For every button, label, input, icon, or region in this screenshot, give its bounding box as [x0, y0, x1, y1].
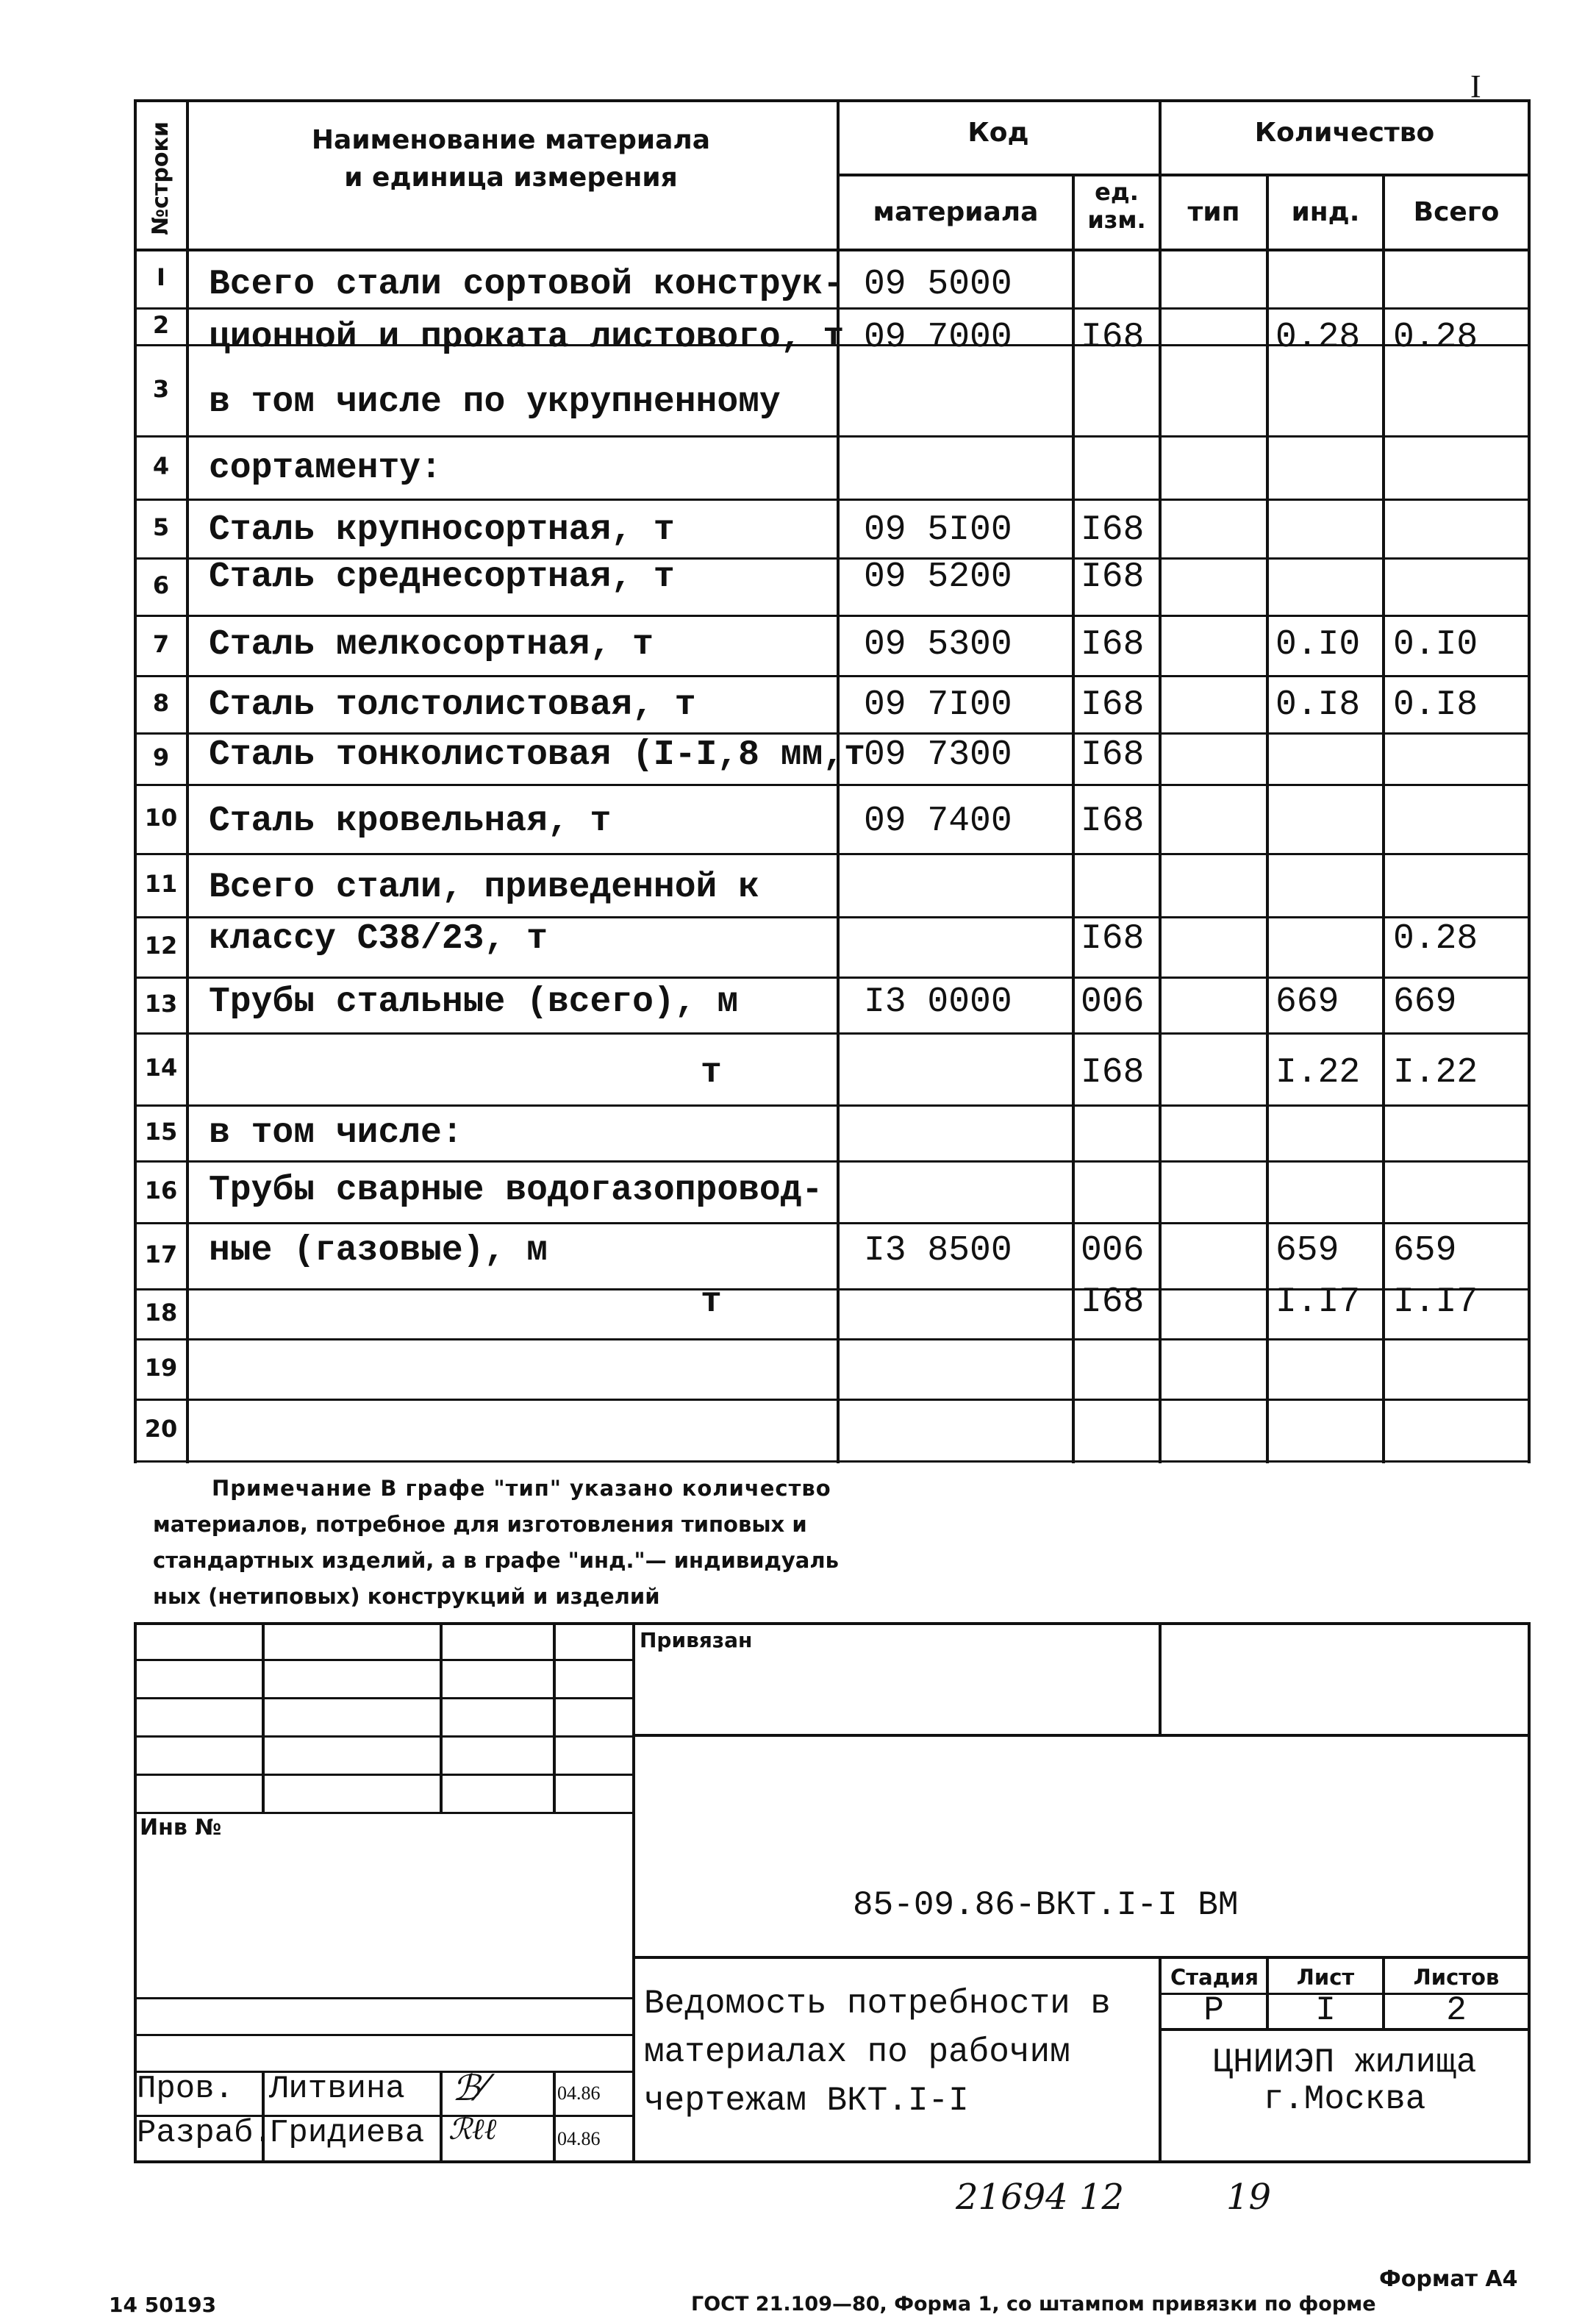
- checker-role: Пров.: [137, 2071, 235, 2107]
- row-number: 6: [152, 571, 170, 599]
- privyazan-label: Привязан: [640, 1628, 753, 1652]
- code-unit-header-line1: ед.: [1095, 178, 1139, 206]
- quantity-total: 0.I0: [1393, 625, 1478, 665]
- row-number: 4: [152, 452, 170, 480]
- inv-number-label: Инв №: [140, 1815, 222, 1841]
- unit-code: 006: [1081, 982, 1145, 1022]
- type-header: тип: [1187, 197, 1240, 227]
- material-name: Всего стали сортовой конструк-: [209, 265, 845, 304]
- document-title-line2: материалах по рабочим: [644, 2033, 1070, 2071]
- ind-header: инд.: [1291, 197, 1360, 227]
- name-header-line1: Наименование материала: [311, 125, 711, 155]
- unit-code: I68: [1081, 685, 1145, 725]
- row-number: 5: [152, 513, 170, 541]
- unit-code: I68: [1081, 557, 1145, 597]
- format-label: Формат А4: [1379, 2266, 1518, 2292]
- unit-code: I68: [1081, 1282, 1145, 1322]
- row-number: 7: [152, 630, 170, 658]
- material-code: 09 7I00: [864, 685, 1012, 725]
- material-code: 09 7400: [864, 802, 1012, 841]
- material-name: Трубы сварные водогазопровод-: [209, 1171, 823, 1210]
- document-title-line1: Ведомость потребности в: [644, 1985, 1111, 2023]
- row-number: 8: [152, 689, 170, 717]
- material-code: 09 5I00: [864, 510, 1012, 550]
- name-header: [191, 125, 831, 193]
- row-divider: [134, 853, 1531, 855]
- quantity-total: 669: [1393, 982, 1457, 1022]
- organization-line2: г.Москва: [1263, 2080, 1426, 2118]
- material-code: 09 5000: [864, 265, 1012, 304]
- total-header: Всего: [1413, 197, 1500, 227]
- material-code: 09 5300: [864, 625, 1012, 665]
- code-header: Код: [967, 118, 1029, 148]
- row-number: 17: [144, 1240, 178, 1268]
- developer-signature: ℛℓℓ: [448, 2113, 497, 2146]
- row-divider: [134, 916, 1531, 918]
- row-number: 15: [144, 1118, 178, 1146]
- material-name: т: [701, 1053, 722, 1093]
- stage-label: Стадия: [1170, 1965, 1259, 1990]
- unit-code: I68: [1081, 802, 1145, 841]
- material-name: ционной и проката листового, т: [209, 318, 845, 357]
- row-number: 2: [152, 311, 170, 339]
- quantity-total: I.22: [1393, 1053, 1478, 1093]
- code-unit-header-line2: изм.: [1087, 206, 1146, 234]
- material-code: I3 8500: [864, 1231, 1012, 1271]
- row-number: 13: [144, 990, 178, 1018]
- document-code: 85-09.86-ВКТ.I-I ВМ: [853, 1886, 1239, 1924]
- unit-code: I68: [1081, 318, 1145, 357]
- unit-code: I68: [1081, 625, 1145, 665]
- row-divider: [134, 1222, 1531, 1224]
- quantity-ind: 659: [1275, 1231, 1339, 1271]
- note-line3: стандартных изделий, а в графе "инд."— индивидуаль: [153, 1548, 839, 1573]
- footer-left-code: 14 50193: [109, 2293, 217, 2317]
- row-divider: [134, 499, 1531, 501]
- unit-code: I68: [1081, 510, 1145, 550]
- row-divider: [134, 784, 1531, 786]
- material-name: сортаменту:: [209, 449, 442, 488]
- material-name: Сталь среднесортная, т: [209, 557, 675, 597]
- material-code: 09 7300: [864, 735, 1012, 775]
- sheets-value: 2: [1446, 1991, 1467, 2029]
- row-number: 11: [144, 870, 178, 898]
- row-divider: [134, 1032, 1531, 1035]
- checker-date: 04.86: [557, 2082, 601, 2104]
- material-name: Сталь кровельная, т: [209, 802, 612, 841]
- material-name: Сталь тонколистовая (I-I,8 мм,т: [209, 735, 865, 775]
- note-line2: материалов, потребное для изготовления типовых и: [153, 1512, 807, 1537]
- page-number: I: [1470, 68, 1481, 104]
- material-name: Сталь крупносортная, т: [209, 510, 675, 550]
- quantity-ind: I.22: [1275, 1053, 1361, 1093]
- row-divider: [134, 675, 1531, 677]
- unit-code: 006: [1081, 1231, 1145, 1271]
- material-name: Всего стали, приведенной к: [209, 868, 759, 907]
- developer-role: Разраб.: [137, 2115, 273, 2152]
- row-number: 14: [144, 1054, 178, 1082]
- quantity-ind: 669: [1275, 982, 1339, 1022]
- row-divider: [134, 1338, 1531, 1340]
- row-divider: [134, 732, 1531, 735]
- stage-value: Р: [1203, 1991, 1224, 2029]
- developer-name: Гридиева: [269, 2115, 425, 2152]
- row-divider: [134, 977, 1531, 979]
- row-number: 18: [144, 1299, 178, 1327]
- developer-date: 04.86: [557, 2128, 601, 2149]
- organization-line1: ЦНИИЭП жилища: [1212, 2043, 1477, 2082]
- code-unit-header: [1075, 178, 1159, 234]
- quantity-total: I.I7: [1393, 1282, 1478, 1322]
- row-divider: [134, 1160, 1531, 1163]
- row-divider: [134, 307, 1531, 310]
- sheet-label: Лист: [1296, 1965, 1355, 1990]
- material-name: Сталь мелкосортная, т: [209, 625, 654, 665]
- quantity-total: 659: [1393, 1231, 1457, 1271]
- quantity-ind: I.I7: [1275, 1282, 1361, 1322]
- quantity-total: 0.28: [1393, 318, 1478, 357]
- row-number: 10: [144, 804, 178, 832]
- name-header-line2: и единица измерения: [344, 163, 678, 193]
- checker-name: Литвина: [269, 2071, 405, 2107]
- quantity-ind: 0.I0: [1275, 625, 1361, 665]
- row-number: 16: [144, 1177, 178, 1204]
- row-number: 9: [152, 743, 170, 771]
- material-name: в том числе по укрупненному: [209, 382, 781, 422]
- row-divider: [134, 615, 1531, 617]
- document-title: [644, 1979, 1111, 2125]
- note-line1: Примечание В графе "тип" указано количество: [212, 1476, 831, 1501]
- unit-code: I68: [1081, 1053, 1145, 1093]
- row-number-header: №строки: [147, 121, 173, 235]
- material-name: в том числе:: [209, 1113, 463, 1153]
- gost-footer: ГОСТ 21.109—80, Форма 1, со штампом привязки по форме: [691, 2293, 1376, 2316]
- sheets-label: Листов: [1413, 1965, 1500, 1990]
- checker-signature: ℬ⁄: [452, 2068, 486, 2109]
- row-number: 20: [144, 1415, 178, 1443]
- material-name: т: [701, 1282, 722, 1322]
- unit-code: I68: [1081, 735, 1145, 775]
- code-material-header: материала: [873, 197, 1039, 227]
- row-divider: [134, 435, 1531, 438]
- sheet-value: I: [1315, 1991, 1336, 2029]
- quantity-total: 0.I8: [1393, 685, 1478, 725]
- row-number: 12: [144, 932, 178, 960]
- material-code: 09 7000: [864, 318, 1012, 357]
- row-number: 3: [152, 375, 170, 403]
- row-number: I: [157, 263, 165, 291]
- material-name: классу С38/23, т: [209, 919, 548, 959]
- row-divider: [134, 1399, 1531, 1401]
- archive-number: 21694 12: [956, 2177, 1125, 2218]
- note-block: [153, 1471, 1072, 1615]
- archive-page: 19: [1226, 2177, 1272, 2218]
- material-name: Сталь толстолистовая, т: [209, 685, 696, 725]
- material-code: I3 0000: [864, 982, 1012, 1022]
- quantity-header: Количество: [1254, 118, 1435, 148]
- unit-code: I68: [1081, 919, 1145, 959]
- quantity-ind: 0.28: [1275, 318, 1361, 357]
- row-divider: [134, 1460, 1531, 1463]
- document-title-line3: чертежам ВКТ.I-I: [644, 2082, 969, 2120]
- material-name: ные (газовые), м: [209, 1231, 548, 1271]
- organization: [1162, 2044, 1528, 2118]
- quantity-total: 0.28: [1393, 919, 1478, 959]
- row-number: 19: [144, 1354, 178, 1382]
- quantity-ind: 0.I8: [1275, 685, 1361, 725]
- material-name: Трубы стальные (всего), м: [209, 982, 739, 1022]
- material-code: 09 5200: [864, 557, 1012, 597]
- note-line4: ных (нетиповых) конструкций и изделий: [153, 1584, 660, 1609]
- row-divider: [134, 1104, 1531, 1107]
